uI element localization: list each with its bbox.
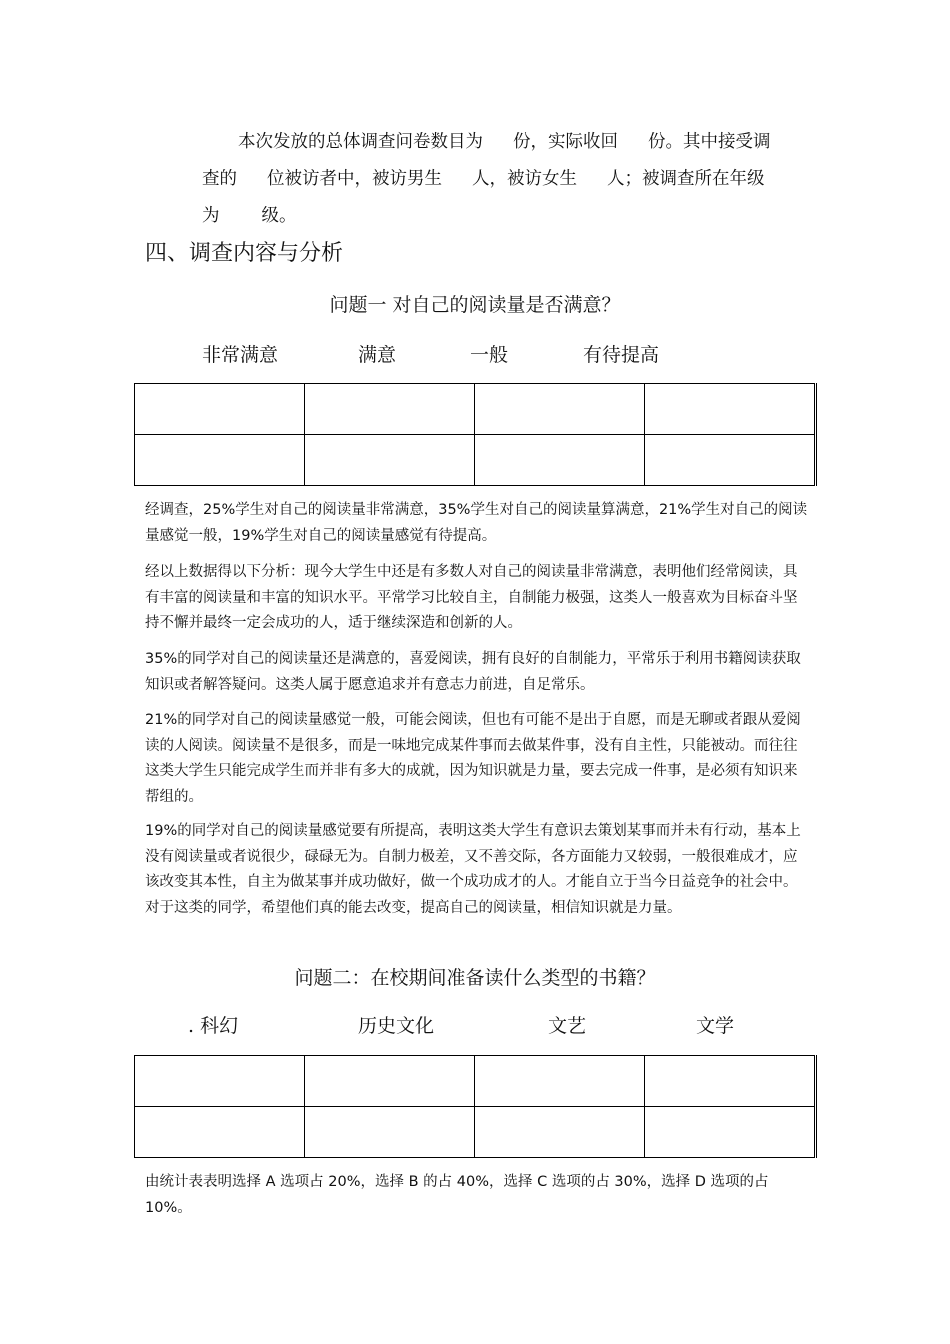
table-cell	[645, 384, 816, 435]
table-cell	[305, 1056, 475, 1107]
question-2-title: 问题二：在校期间准备读什么类型的书籍？	[294, 967, 656, 989]
intro-line-1	[202, 124, 812, 161]
option-label: 非常满意	[202, 344, 279, 366]
intro-text: 级。	[261, 206, 297, 226]
paragraph: 经调查，25%学生对自己的阅读量非常满意，35%学生对自己的阅读量算满意，21%学生对自己的阅读量感觉一般，19%学生对自己的阅读量感觉有待提高。	[145, 502, 808, 544]
table-cell	[305, 435, 475, 486]
question-1-title: 问题一 对自己的阅读量是否满意？	[329, 294, 621, 316]
table-cell	[645, 1056, 816, 1107]
table-cell	[135, 384, 305, 435]
option-label: . 科幻	[188, 1015, 239, 1037]
question-2-table	[134, 1055, 817, 1158]
table-row	[135, 1056, 816, 1107]
paragraph: 19%的同学对自己的阅读量感觉要有所提高，表明这类大学生有意识去策划某事而并未有行动，基本上没有阅读量或者说很少，碌碌无为。自制力极差，又不善交际，各方面能力又较弱，一般很难成才，应该改变其本性，自主为做某事并成功做好，做一个成功成才的人。才能自立于当今日益竞争的社会中。对于这类的同学，希望他们真的能去改变，提高自己的阅读量，相信知识就是力量。	[145, 823, 801, 916]
question-1-table	[134, 383, 817, 486]
intro-line-2	[202, 161, 812, 198]
intro-text: 本次发放的总体调查问卷数目为	[238, 132, 483, 152]
intro-text: 为	[202, 206, 220, 226]
table-cell	[645, 1107, 816, 1158]
intro-text: 查的	[202, 169, 237, 189]
table-row	[135, 384, 816, 435]
intro-text: 位被访者中，被访男生	[267, 169, 442, 189]
table-row	[135, 1107, 816, 1158]
option-label: 历史文化	[358, 1015, 435, 1037]
paragraph: 35%的同学对自己的阅读量还是满意的，喜爱阅读，拥有良好的自制能力，平常乐于利用书籍阅读获取知识或者解答疑问。这类人属于愿意追求并有意志力前进，自足常乐。	[145, 651, 801, 693]
table-cell	[305, 384, 475, 435]
paragraph: 经以上数据得以下分析：现今大学生中还是有多数人对自己的阅读量非常满意，表明他们经常阅读，具有丰富的阅读量和丰富的知识水平。平常学习比较自主，自制能力极强，这类人一般喜欢为目标奋斗坚持不懈并最终一定会成功的人，适于继续深造和创新的人。	[145, 564, 798, 631]
intro-text: 人；被调查所在年级	[607, 169, 765, 189]
table-cell	[645, 435, 816, 486]
table-row	[135, 435, 816, 486]
option-label: 满意	[358, 344, 397, 366]
option-label: 有待提高	[583, 344, 660, 366]
table-cell	[305, 1107, 475, 1158]
intro-text: 份，实际收回	[513, 132, 618, 152]
table-cell	[475, 435, 645, 486]
intro-text: 人，被访女生	[472, 169, 577, 189]
paragraph: 21%的同学对自己的阅读量感觉一般，可能会阅读，但也有可能不是出于自愿，而是无聊或者跟从爱阅读的人阅读。阅读量不是很多，而是一味地完成某件事而去做某件事，没有自主性，只能被动。而往往这类大学生只能完成学生而并非有多大的成就，因为知识就是力量，要去完成一件事，是必须有知识来帮组的。	[145, 712, 801, 805]
table-cell	[475, 1056, 645, 1107]
table-cell	[475, 384, 645, 435]
paragraph: 由统计表表明选择 A 选项占 20%，选择 B 的占 40%，选择 C 选项的占 30%，选择 D 选项的占 10%。	[145, 1174, 769, 1216]
intro-text: 份。其中接受调	[648, 132, 771, 152]
intro-line-3	[202, 198, 812, 235]
option-label: 一般	[470, 344, 509, 366]
option-label: 文艺	[548, 1015, 587, 1037]
section-title: 四、调查内容与分析	[145, 241, 344, 266]
intro-paragraph	[202, 124, 812, 235]
table-cell	[135, 1056, 305, 1107]
table-cell	[135, 1107, 305, 1158]
table-cell	[135, 435, 305, 486]
option-label: 文学	[696, 1015, 735, 1037]
table-cell	[475, 1107, 645, 1158]
